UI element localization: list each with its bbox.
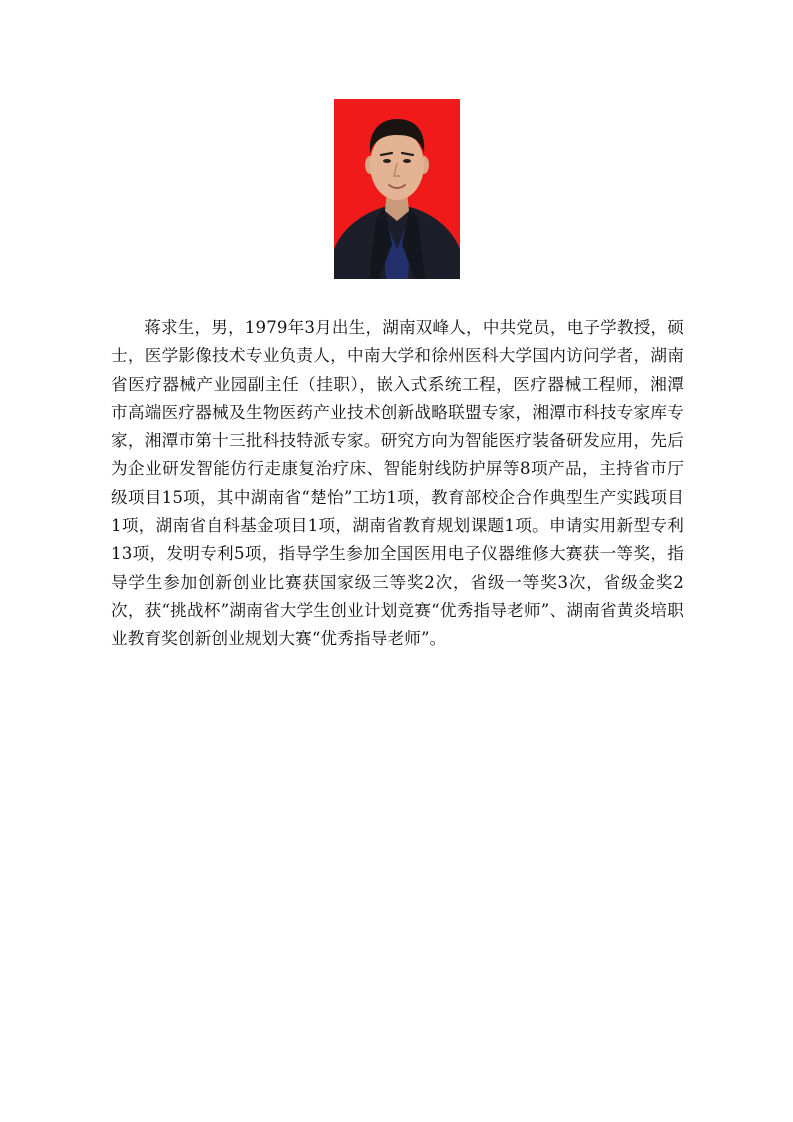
portrait-photo (334, 99, 460, 279)
biography-paragraph: 蒋求生，男，1979年3月出生，湖南双峰人，中共党员，电子学教授，硕士，医学影像技术专业负责人，中南大学和徐州医科大学国内访问学者，湖南省医疗器械产业园副主任（挂职），嵌入式系统工程，医疗器械工程师，湘潭市高端医疗器械及生物医药产业技术创新战略联盟专家，湘潭市科技专家库专家，湘潭市第十三批科技特派专家。研究方向为智能医疗装备研发应用，先后为企业研发智能仿行走康复治疗床、智能射线防护屏等8项产品，主持省市厅级项目15项，其中湖南省“楚怡”工坊1项，教育部校企合作典型生产实践项目1项，湖南省自科基金项目1项，湖南省教育规划课题1项。申请实用新型专利13项，发明专利5项，指导学生参加全国医用电子仪器维修大赛获一等奖，指导学生参加创新创业比赛获国家级三等奖2次，省级一等奖3次，省级金奖2次，获“挑战杯”湖南省大学生创业计划竞赛“优秀指导老师”、湖南省黄炎培职业教育奖创新创业规划大赛“优秀指导老师”。 (111, 318, 684, 649)
portrait-image (334, 99, 460, 279)
